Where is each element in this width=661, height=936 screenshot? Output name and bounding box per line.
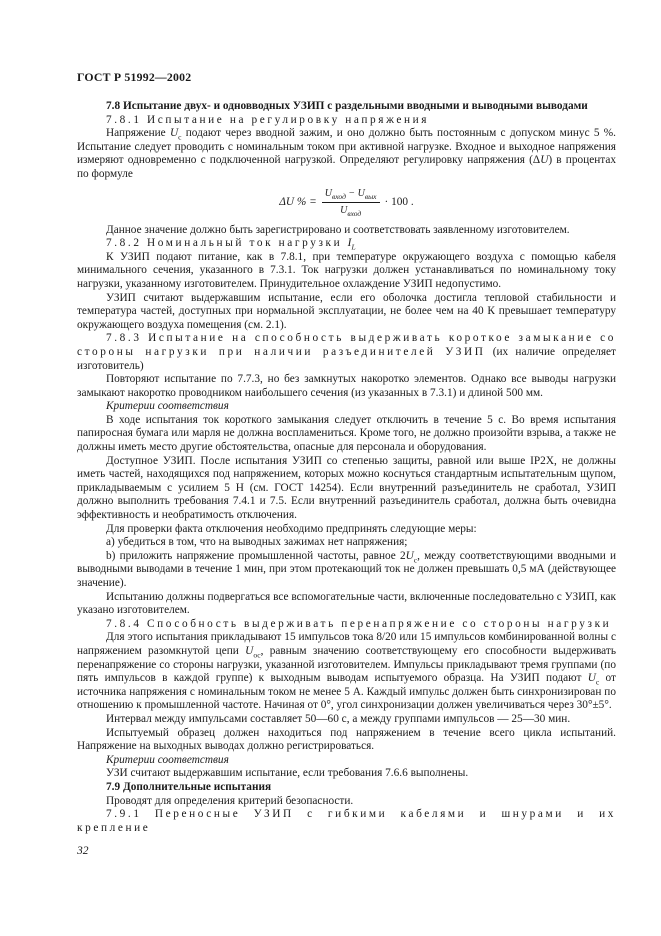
formula-fraction: $\frac{U_{вход} - U_{вых}}{U_{вход}}$ <box>322 187 380 217</box>
criteria-heading: Критерии соответствия <box>106 400 229 413</box>
paragraph: УЗИП считают выдержавшим испытание, если его оболочка достигла тепловой стабильности и температура частей, доступных при нормальной эксплуатации, не более чем на 40 К превышает температуру окружающего воздуха помещения (см. 2.1). <box>77 291 616 331</box>
page-header: ГОСТ Р 51992—2002 <box>77 70 192 84</box>
criteria-heading: Критерии соответствия <box>106 753 229 766</box>
paragraph: Проводят для определения критерий безопасности. <box>106 794 354 807</box>
section-7-8-title: 7.8 Испытание двух- и одновводных УЗИП с раздельными вводными и выводными выводами <box>106 100 588 112</box>
paragraph: К УЗИП подают питание, как в 7.8.1, при температуре окружающего воздуха с помощью кабеля минимального сечения, указанного в 7.3.1. Ток нагрузки должен устанавливаться по номинальному току нагрузки, указанному изготовителем. Принудительное охлаждение УЗИП недопустимо. <box>77 250 616 290</box>
regulation-formula <box>77 182 616 224</box>
paragraph: Для этого испытания прикладывают 15 импульсов тока 8/20 или 15 импульсов комбинированной волны с напряжением разомкнутой цепи $U_{ос}$, равным значению соответствующему его способности выдерживать перенапряжение со стороны нагрузки, указанной изготовителем. Импульсы прикладывают тремя группами (по пять импульсов в каждой группе) к выходным выводам испытуемого образца. На УЗИП подают $U_c$ от источника напряжения с номинальным током не менее 5 А. Каждый импульс должен быть синхронизирован по отношению к промышленной частоте. Начиная от 0°, угол синхронизации должен увеличиваться через 30°±5°. <box>77 631 616 712</box>
paragraph: Доступное УЗИП. После испытания УЗИП со степенью защиты, равной или выше IP2X, не должны иметь частей, находящихся под напряжением, которых можно коснуться стандартным испытательным щупом, прикладываемым с усилием 5 Н (см. ГОСТ 14254). Если внутренний разъединитель не сработал, УЗИП должно выполнить требования 7.4.1 и 7.5. Если внутренний разъединитель сработал, должна быть очевидна эффективность и необратимость отключения. <box>77 454 616 522</box>
formula-lhs: ΔU % = <box>279 195 317 208</box>
paragraph: Испытуемый образец должен находиться под напряжением в течение всего цикла испытаний. Напряжение на выходных выводах должно регистрироваться. <box>77 726 616 753</box>
section-7-8-2-title: 7.8.2 Номинальный ток нагрузки $I_L$ <box>106 237 356 252</box>
paragraph: Повторяют испытание по 7.7.3, но без замкнутых накоротко элементов. Однако все выводы нагрузки замыкают накоротко проводником наибольшего сечения (из указанных в 7.3.1) и длиной 500 мм. <box>77 373 616 399</box>
section-7-8-3-title: 7.8.3 Испытание на способность выдерживать короткое замыкание со стороны нагрузки при наличии разъединителей УЗИП (их наличие определяет изготовитель) <box>77 332 616 372</box>
formula-tail: · 100 . <box>384 195 414 208</box>
list-item: b) приложить напряжение промышленной частоты, равное $2U_c$, между соответствующими вводными и выводными выводами в течение 1 мин, при этом протекающий ток не должен превышать 0,5 мА (действующее значение). <box>77 549 616 589</box>
paragraph: В ходе испытания ток короткого замыкания следует отключить в течение 5 с. Во время испытания папиросная бумага или марля не должна воспламениться. Кроме того, не должно произойти взрыва, а также не должны иметь место другие обстоятельства, опасные для персонала и оборудования. <box>77 413 616 454</box>
page-number: 32 <box>77 845 89 857</box>
paragraph: УЗИ считают выдержавшим испытание, если требования 7.6.6 выполнены. <box>106 767 469 780</box>
section-7-8-1-title: 7.8.1 Испытание на регулировку напряжения <box>106 113 430 126</box>
paragraph: Напряжение $U_c$ подают через вводной зажим, и оно должно быть постоянным с допуском минус 5 %. Испытание следует проводить с номинальным током при активной нагрузке. Входное и выходное напряжения измеряют одновременно с подключенной нагрузкой. Определяют регулировку напряжения (ΔU) в процентах по формуле <box>77 127 616 180</box>
list-item: а) убедиться в том, что на выводных зажимах нет напряжения; <box>106 536 408 549</box>
paragraph: Испытанию должны подвергаться все вспомогательные части, включенные последовательно с УЗИП, как указано изготовителем. <box>77 590 616 617</box>
paragraph: Для проверки факта отключения необходимо предпринять следующие меры: <box>106 522 477 535</box>
section-7-9-title: 7.9 Дополнительные испытания <box>106 780 272 793</box>
section-7-8-4-title: 7.8.4 Способность выдерживать перенапряжение со стороны нагрузки <box>106 617 612 630</box>
document-body <box>77 100 616 835</box>
paragraph: Данное значение должно быть зарегистрировано и соответствовать заявленному изготовителем. <box>106 223 570 236</box>
paragraph: Интервал между импульсами составляет 50—60 с, а между группами импульсов — 25—30 мин. <box>106 712 571 725</box>
section-7-9-1-title: 7.9.1 Переносные УЗИП с гибкими кабелями и шнурами и их крепление <box>77 808 616 834</box>
